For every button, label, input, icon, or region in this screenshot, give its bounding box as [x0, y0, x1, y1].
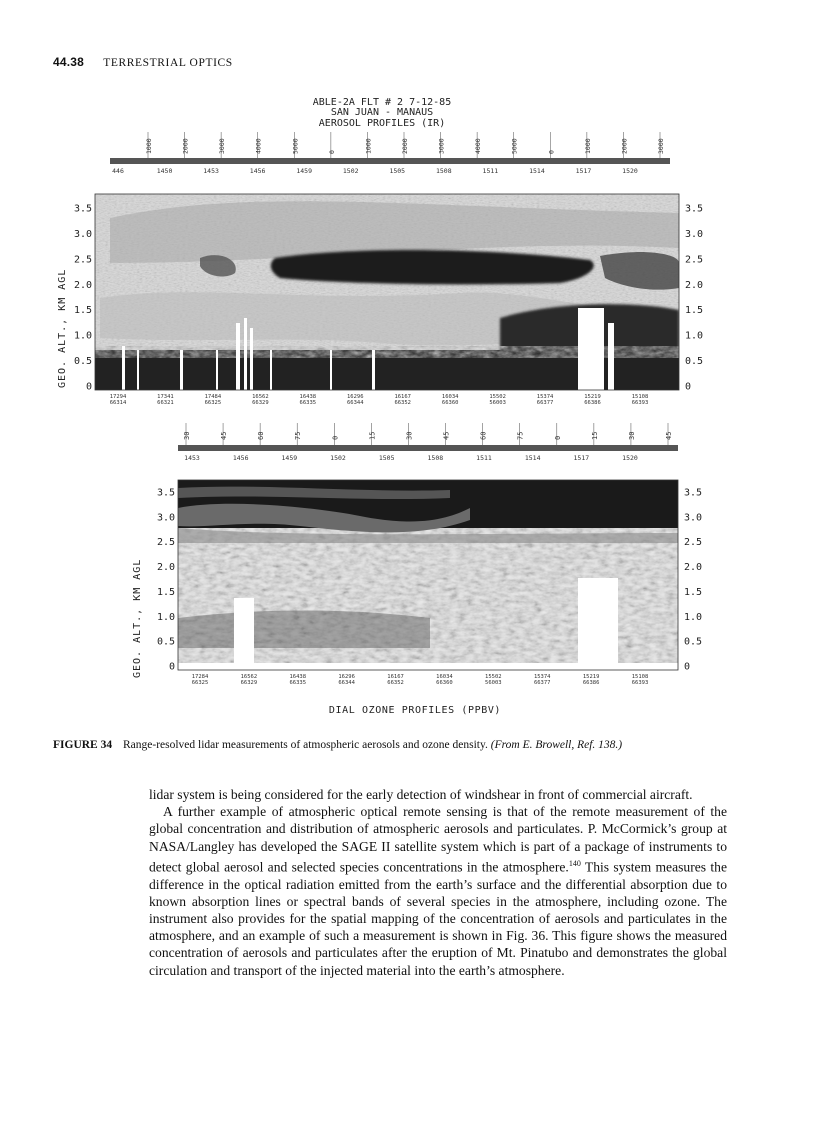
scale-tick-label: 0: [327, 150, 336, 154]
station-code: 16034: [441, 394, 459, 400]
station-code: 15108: [631, 394, 649, 400]
station-code: 66393: [631, 680, 649, 686]
figure-caption: [53, 739, 773, 751]
y-tick-label-right: 3.5: [684, 487, 703, 499]
y-tick-label-right: 0.5: [685, 356, 704, 368]
running-header: [53, 55, 233, 70]
body-text: [149, 786, 727, 979]
scale-tick-label: 45: [442, 431, 451, 440]
y-tick-label-right: 2.5: [685, 254, 704, 266]
y-tick-label-right: 1.0: [685, 330, 704, 342]
scale-tick-label: 60: [479, 431, 488, 440]
station-code: 66352: [394, 400, 412, 406]
scale-tick-label: 5000: [291, 138, 300, 154]
station-code: 66314: [109, 400, 127, 406]
y-tick-label-left: 3.0: [73, 228, 92, 240]
time-label: 1508: [435, 167, 452, 175]
y-tick-label-left: 2.0: [73, 279, 92, 291]
time-label: 1505: [378, 454, 395, 462]
station-code: 15374: [536, 394, 554, 400]
scale-tick-label: 30: [405, 431, 414, 440]
ozone-panel: [178, 480, 678, 670]
scale-tick-label: 4000: [474, 138, 483, 154]
figure-label: FIGURE 34: [53, 739, 113, 751]
y-tick-label-left: 1.0: [156, 611, 175, 623]
y-tick-label-left: 2.5: [73, 254, 92, 266]
time-label: 1505: [389, 167, 406, 175]
y-tick-label-right: 0: [684, 661, 691, 673]
time-label: 1508: [427, 454, 444, 462]
station-code: 66321: [157, 400, 174, 406]
y-tick-label-left: 1.5: [73, 305, 92, 317]
y-tick-label-right: 0: [685, 381, 692, 393]
time-label: 1520: [622, 454, 638, 462]
station-code: 15374: [533, 674, 551, 680]
time-label: 1459: [281, 454, 298, 462]
station-code: 66377: [533, 680, 551, 686]
time-label: 1511: [476, 454, 492, 462]
station-code: 17341: [157, 394, 174, 400]
ozone-axis-label: DIAL OZONE PROFILES (PPBV): [328, 705, 502, 716]
station-code: 16167: [387, 674, 404, 680]
y-tick-label-right: 3.0: [684, 512, 703, 524]
station-code: 16296: [346, 394, 364, 400]
figure-title-line: SAN JUAN - MANAUS: [330, 107, 434, 118]
y-tick-label-right: 3.5: [685, 203, 704, 215]
y-tick-label-right: 2.0: [685, 279, 704, 291]
station-code: 66386: [584, 400, 601, 406]
scale-tick-label: 1000: [364, 138, 373, 154]
scale-tick-label: 3000: [218, 138, 227, 154]
y-tick-label-left: 0.5: [73, 356, 92, 368]
scale-tick-label: 1000: [583, 138, 592, 154]
page-number: 44.38: [53, 55, 85, 69]
figure-lidar-profiles: [0, 88, 816, 728]
scale-tick-label: 0: [553, 435, 562, 440]
station-code: 16167: [394, 394, 412, 400]
station-codes-top: [110, 394, 649, 406]
time-label: 1520: [622, 167, 638, 175]
time-label: 1517: [573, 454, 590, 462]
scale-tick-label: 75: [516, 431, 525, 440]
time-label: 1517: [575, 167, 592, 175]
scale-tick-label: 3000: [437, 138, 446, 154]
y-tick-label-left: 0.5: [156, 636, 175, 648]
time-axis-top: [112, 167, 638, 175]
scale-tick-label: 1000: [145, 138, 153, 154]
paragraph-text: This system measures the difference in the optical radiation emitted from the earth’s surface and the differential absorption due to known absorption lines or spectral bands of several species in the atmosphere, including ozone. The instrument also provides for the spatial mapping of the concentration of aerosols and particulates in the atmosphere, and an example of such a measurement is shown in Fig. 36. This figure shows the measured concentration of aerosols and particulates after the eruption of Mt. Pinatubo and demonstrates the global circulation and transport of the injected material into the earth’s atmosphere.: [149, 859, 727, 978]
time-label: 1502: [342, 167, 359, 175]
station-code: 66386: [582, 680, 600, 686]
scale-tick-label: 30: [183, 431, 191, 440]
time-label: 1453: [184, 454, 200, 462]
scale-tick-label: 45: [665, 431, 673, 440]
time-label: 1456: [249, 167, 266, 175]
figure-title-line: AEROSOL PROFILES (IR): [318, 118, 446, 129]
station-code: 66329: [240, 680, 258, 686]
mid-scale: [183, 423, 673, 445]
aerosol-panel: [95, 194, 679, 390]
time-label: 1459: [296, 167, 313, 175]
station-code: 66360: [441, 400, 459, 406]
y-tick-label-right: 0.5: [684, 636, 703, 648]
scale-tick-label: 60: [257, 431, 266, 440]
scale-tick-label: 15: [368, 431, 377, 440]
time-label: 1453: [203, 167, 219, 175]
station-code: 17294: [109, 394, 127, 400]
station-code: 56003: [489, 400, 506, 406]
y-tick-label-left: 0: [168, 661, 175, 673]
station-code: 66344: [346, 400, 364, 406]
station-code: 16438: [289, 674, 307, 680]
y-tick-label-left: 1.0: [73, 330, 92, 342]
time-axis-mid: [184, 454, 638, 462]
station-code: 15502: [489, 394, 506, 400]
y-tick-label-right: 2.5: [684, 537, 703, 549]
reference-superscript: 140: [568, 858, 581, 868]
station-code: 15219: [584, 394, 601, 400]
station-code: 16438: [299, 394, 317, 400]
station-code: 16562: [240, 674, 258, 680]
scale-tick-label: 2000: [401, 138, 409, 154]
paragraph: [149, 803, 727, 979]
time-label: 1450: [156, 167, 173, 175]
y-tick-label-left: 0: [85, 381, 92, 393]
scale-tick-label: 30: [627, 431, 636, 440]
station-codes-bottom: [192, 674, 649, 686]
scale-tick-label: 0: [331, 435, 340, 440]
caption-source: (From E. Browell, Ref. 138.): [490, 739, 623, 751]
y-tick-label-left: 3.0: [156, 512, 175, 524]
scale-tick-label: 0: [547, 150, 556, 154]
y-tick-label-left: 3.5: [156, 487, 175, 499]
scale-tick-label: 3000: [657, 138, 665, 154]
station-code: 17284: [191, 674, 209, 680]
station-code: 16034: [436, 674, 453, 680]
y-tick-label-right: 2.0: [684, 562, 703, 574]
time-label: 446: [112, 167, 124, 175]
scale-tick-label: 4000: [254, 138, 263, 154]
top-scale: [145, 132, 665, 158]
scale-tick-label: 2000: [181, 138, 190, 154]
figure-title: [313, 97, 451, 129]
time-label: 1514: [529, 167, 545, 175]
y-tick-label-left: 1.5: [156, 586, 175, 598]
y-tick-label-right: 3.0: [685, 228, 704, 240]
figure-title-line: ABLE-2A FLT # 2 7-12-85: [312, 97, 452, 108]
station-code: 66377: [536, 400, 554, 406]
time-label: 1456: [232, 454, 249, 462]
scale-tick-label: 45: [220, 431, 229, 440]
time-label: 1502: [330, 454, 346, 462]
y-tick-label-left: 3.5: [73, 203, 92, 215]
y-tick-label-left: 2.0: [156, 562, 175, 574]
scale-tick-label: 15: [590, 431, 599, 440]
y-tick-label-right: 1.5: [684, 586, 703, 598]
time-label: 1511: [482, 167, 499, 175]
station-code: 56003: [485, 680, 502, 686]
station-code: 15108: [631, 674, 649, 680]
station-code: 66352: [387, 680, 404, 686]
station-code: 15502: [485, 674, 502, 680]
paragraph: lidar system is being considered for the early detection of windshear in front of commercial aircraft.: [149, 787, 693, 802]
station-code: 66360: [436, 680, 453, 686]
scale-tick-label: 5000: [510, 138, 519, 154]
y-axis-label: GEO. ALT., KM AGL: [57, 268, 68, 388]
y-axis-label-ozone: GEO. ALT., KM AGL: [132, 558, 143, 678]
station-code: 17484: [204, 394, 222, 400]
y-tick-label-right: 1.0: [684, 611, 703, 623]
scale-tick-label: 2000: [620, 138, 629, 154]
station-code: 66335: [289, 680, 307, 686]
station-code: 16562: [252, 394, 269, 400]
paragraph-text: A further example of atmospheric optical remote sensing is that of the remote measurement of the global concentration and distribution of atmospheric aerosols and particulates. P. McCormick’s group at NASA/Langley has developed the SAGE II satellite system which is part of a package of instruments to detect global aerosol and selected species concentrations in the atmosphere.: [149, 804, 727, 875]
y-tick-label-right: 1.5: [685, 305, 704, 317]
y-tick-label-left: 2.5: [156, 537, 175, 549]
time-label: 1514: [524, 454, 541, 462]
scale-tick-label: 75: [294, 431, 303, 440]
station-code: 66325: [191, 680, 209, 686]
station-code: 16296: [338, 674, 355, 680]
caption-text: Range-resolved lidar measurements of atmospheric aerosols and ozone density.: [122, 739, 488, 751]
station-code: 66393: [631, 400, 649, 406]
station-code: 66325: [204, 400, 222, 406]
station-code: 66344: [338, 680, 355, 686]
station-code: 66329: [252, 400, 269, 406]
station-code: 66335: [299, 400, 317, 406]
section-title: TERRESTRIAL OPTICS: [103, 57, 233, 69]
station-code: 15219: [582, 674, 600, 680]
